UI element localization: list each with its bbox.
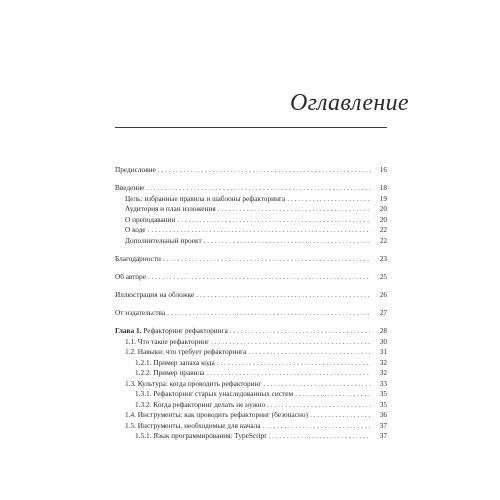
toc-entry[interactable] <box>115 421 387 432</box>
toc-entry-label: Введение <box>115 183 145 193</box>
toc-page-number: 32 <box>379 357 387 367</box>
toc-entry[interactable] <box>115 358 387 369</box>
toc-entry[interactable] <box>115 431 387 442</box>
toc-entry[interactable] <box>115 272 387 283</box>
dot-leader <box>218 204 371 215</box>
toc-entry[interactable] <box>115 308 387 319</box>
toc-page-number: 31 <box>379 347 387 357</box>
toc-page-number: 35 <box>379 389 387 399</box>
dot-leader <box>177 215 371 226</box>
dot-leader <box>206 368 371 379</box>
dot-leader <box>263 379 371 390</box>
toc-page-number: 26 <box>379 289 387 299</box>
dot-leader <box>211 337 371 348</box>
toc-page-number: 22 <box>379 235 387 245</box>
toc-entry[interactable] <box>115 225 387 236</box>
toc-page-number: 36 <box>379 410 387 420</box>
dot-leader <box>295 389 371 400</box>
page-title: Оглавление <box>290 90 409 116</box>
toc-entry-label: Об авторе <box>115 271 146 281</box>
dot-leader <box>248 347 371 358</box>
toc-page-number: 22 <box>379 225 387 235</box>
toc-entry-label: 1.1. Что такое рефакторинг <box>125 336 210 346</box>
dot-leader <box>268 431 371 442</box>
toc-page-number: 33 <box>379 378 387 388</box>
toc-page-number: 30 <box>379 336 387 346</box>
toc-entry-label: Предисловие <box>115 165 156 174</box>
dot-leader <box>217 358 371 369</box>
dot-leader <box>310 410 371 421</box>
toc-entry-label: 1.2. Навыки: что требует рефакторинга <box>125 347 247 357</box>
dot-leader <box>196 290 371 301</box>
toc-entry-label: 1.3.2. Когда рефакторинг делать не нужно <box>135 399 266 409</box>
toc-entry[interactable] <box>115 410 387 421</box>
toc-page-number: 32 <box>379 368 387 378</box>
dot-leader <box>148 272 371 283</box>
toc-entry[interactable] <box>115 368 387 379</box>
table-of-contents <box>115 165 387 442</box>
toc-entry-label: От издательства <box>115 307 166 317</box>
toc-page-number: 23 <box>379 253 387 263</box>
toc-entry[interactable] <box>115 400 387 411</box>
toc-page-number: 35 <box>379 399 387 409</box>
toc-entry[interactable] <box>115 194 387 205</box>
toc-entry-label: 1.5.1. Язык программирования: TypeScript <box>135 431 267 441</box>
dot-leader <box>167 308 371 319</box>
toc-entry[interactable] <box>115 254 387 265</box>
toc-entry-label: О коде <box>125 225 146 235</box>
dot-leader <box>287 194 371 205</box>
toc-entry-label: Цель: избранные правила и шаблоны рефакторинга <box>125 193 286 203</box>
toc-page-number: 27 <box>379 307 387 317</box>
toc-entry-label: Благодарности <box>115 253 161 263</box>
toc-page-number: 28 <box>379 326 387 336</box>
toc-entry[interactable] <box>115 236 387 247</box>
toc-entry[interactable] <box>115 337 387 348</box>
toc-entry[interactable] <box>115 347 387 358</box>
toc-page-number: 25 <box>379 271 387 281</box>
toc-page-number: 18 <box>379 183 387 193</box>
toc-entry[interactable] <box>115 379 387 390</box>
toc-entry-label: 1.3. Культура: когда проводить рефакторинг <box>125 378 262 388</box>
dot-leader <box>163 254 371 265</box>
toc-page-number: 37 <box>379 431 387 441</box>
dot-leader <box>267 400 371 411</box>
title-divider <box>115 127 387 128</box>
toc-entry[interactable] <box>115 215 387 226</box>
dot-leader <box>204 236 371 247</box>
toc-entry[interactable] <box>115 326 387 337</box>
toc-page-number: 20 <box>379 214 387 224</box>
toc-entry[interactable] <box>115 389 387 400</box>
toc-entry-label: 1.4. Инструменты: как проводить рефакторинг (безопасно) <box>125 410 308 420</box>
toc-entry-label: 1.3.1. Рефакторинг старых унаследованных систем <box>135 389 294 399</box>
toc-entry[interactable] <box>115 183 387 194</box>
dot-leader <box>148 225 371 236</box>
toc-entry[interactable] <box>115 290 387 301</box>
dot-leader <box>158 165 371 176</box>
toc-entry-label: 1.5. Инструменты, необходимые для начала <box>125 420 261 430</box>
toc-page-number: 19 <box>379 193 387 203</box>
toc-entry-label: Аудитория и план изложения <box>125 204 216 214</box>
toc-entry-label: О преподавании <box>125 214 176 224</box>
dot-leader <box>263 421 371 432</box>
toc-entry-label <box>115 326 228 337</box>
dot-leader <box>230 326 371 337</box>
toc-page-number: 20 <box>379 204 387 214</box>
toc-entry-label: 1.2.1. Пример запаха кода <box>135 357 215 367</box>
toc-page-number: 16 <box>379 165 387 174</box>
dot-leader <box>146 183 371 194</box>
chapter-number: Глава 1. <box>115 326 142 336</box>
toc-entry[interactable] <box>115 204 387 215</box>
toc-page-number: 37 <box>379 420 387 430</box>
chapter-title: Рефакторинг рефакторинга <box>141 326 228 336</box>
toc-entry-label: Дополнительный проект <box>125 235 202 245</box>
toc-entry-label: Иллюстрация на обложке <box>115 289 195 299</box>
toc-entry-label: 1.2.2. Пример правила <box>135 368 205 378</box>
toc-entry[interactable] <box>115 165 387 176</box>
